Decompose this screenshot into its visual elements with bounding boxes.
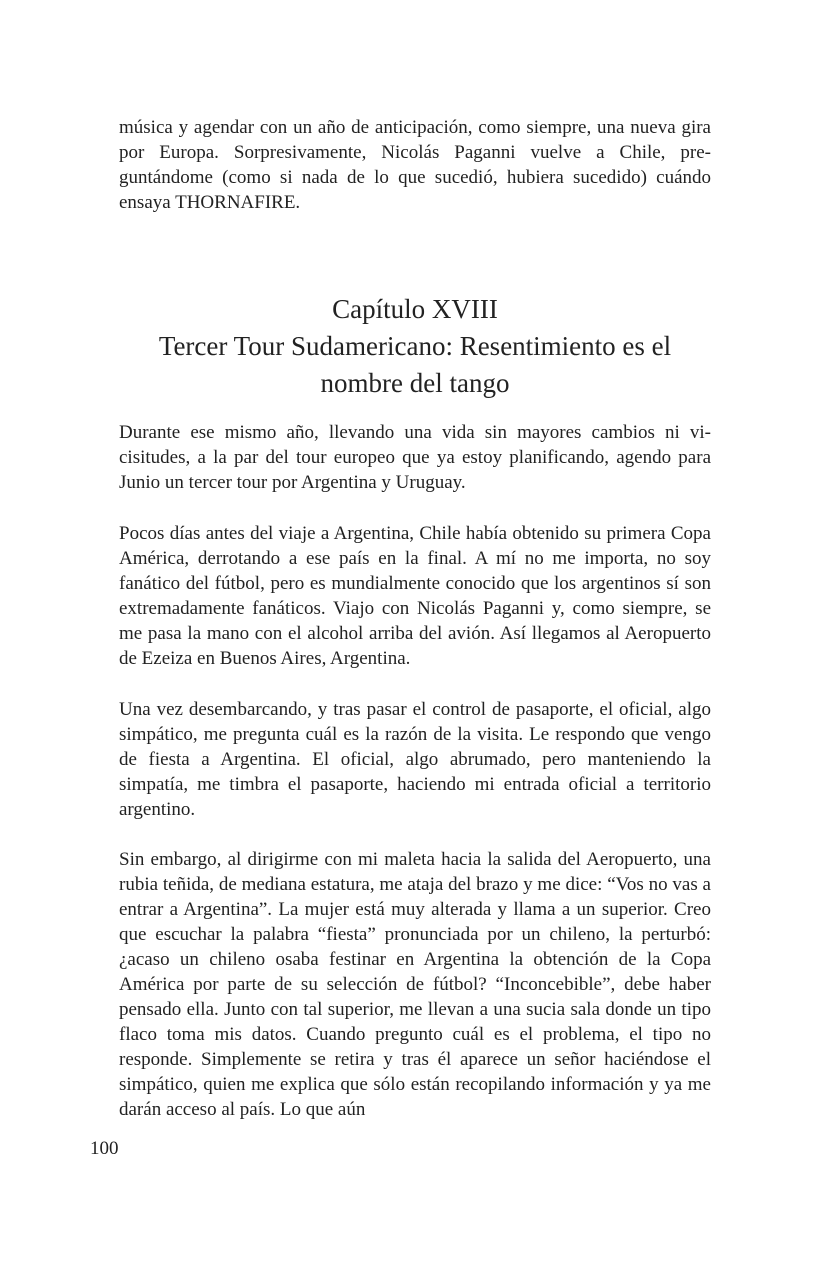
paragraph-text: Sin embargo, al dirigirme con mi maleta hacia la salida del Aeropuerto, una rubia teñida, de mediana estatura, me ataja del brazo y me dice: “Vos no vas a entrar a Argentina”. La mujer está muy alterada y llama a un superior. Creo que escuchar la palabra “fiesta” pronunciada por un chileno, la perturbó: ¿acaso un chileno osaba festinar en Argentina la obtención de la Copa América por parte de su selección de fútbol? “Inconcebible”, debe haber pensado ella. Junto con tal superior, me llevan a una sucia sala donde un tipo flaco toma mis datos. Cuando pregunto cuál es el problema, el tipo no responde. Simplemente se retira y tras él aparece un señor haciéndose el simpático, quien me explica que sólo están recopilando información y ya me darán acceso al país. Lo que aún	[119, 849, 711, 1120]
chapter-title-line-1: Tercer Tour Sudamericano: Resentimiento es el	[158, 331, 672, 361]
paragraph-text: música y agendar con un año de anticipación, como siempre, una nueva gira por Europa. Sorpresivamente, Nicolás Paganni vuelve a Chile, preguntándome (como si nada de lo que sucedió, hubiera sucedido) cuándo ensaya THORNAFIRE.	[119, 117, 711, 213]
opening-paragraph	[119, 115, 711, 215]
paragraph-text: Durante ese mismo año, llevando una vida sin mayores cambios ni vicisitudes, a la par del tour europeo que ya estoy planificando, agendo para Junio un tercer tour por Argentina y Uruguay.	[119, 422, 711, 493]
body-paragraph-4	[119, 847, 711, 1122]
paragraph-text: Pocos días antes del viaje a Argentina, Chile había obtenido su primera Copa América, derrotando a ese país en la final. A mí no me importa, no soy fanático del fútbol, pero es mundialmente conocido que los argentinos sí son extremadamente fanáticos. Viajo con Nicolás Paganni y, como siempre, se me pasa la mano con el alcohol arriba del avión. Así llegamos al Aeropuerto de Ezeiza en Buenos Aires, Argentina.	[119, 523, 711, 669]
body-paragraph-3	[119, 697, 711, 822]
page-number: 100	[90, 1138, 119, 1159]
body-paragraph-2	[119, 521, 711, 671]
chapter-title-line-2: nombre del tango	[320, 368, 510, 398]
chapter-heading	[119, 291, 711, 402]
chapter-number: Capítulo XVIII	[332, 294, 498, 324]
body-paragraph-1	[119, 420, 711, 495]
paragraph-text: Una vez desembarcando, y tras pasar el control de pasaporte, el oficial, algo simpático, me pregunta cuál es la razón de la visita. Le respondo que vengo de fiesta a Argentina. El oficial, algo abrumado, pero manteniendo la simpatía, me timbra el pasaporte, haciendo mi entrada oficial a territorio argentino.	[119, 699, 711, 820]
